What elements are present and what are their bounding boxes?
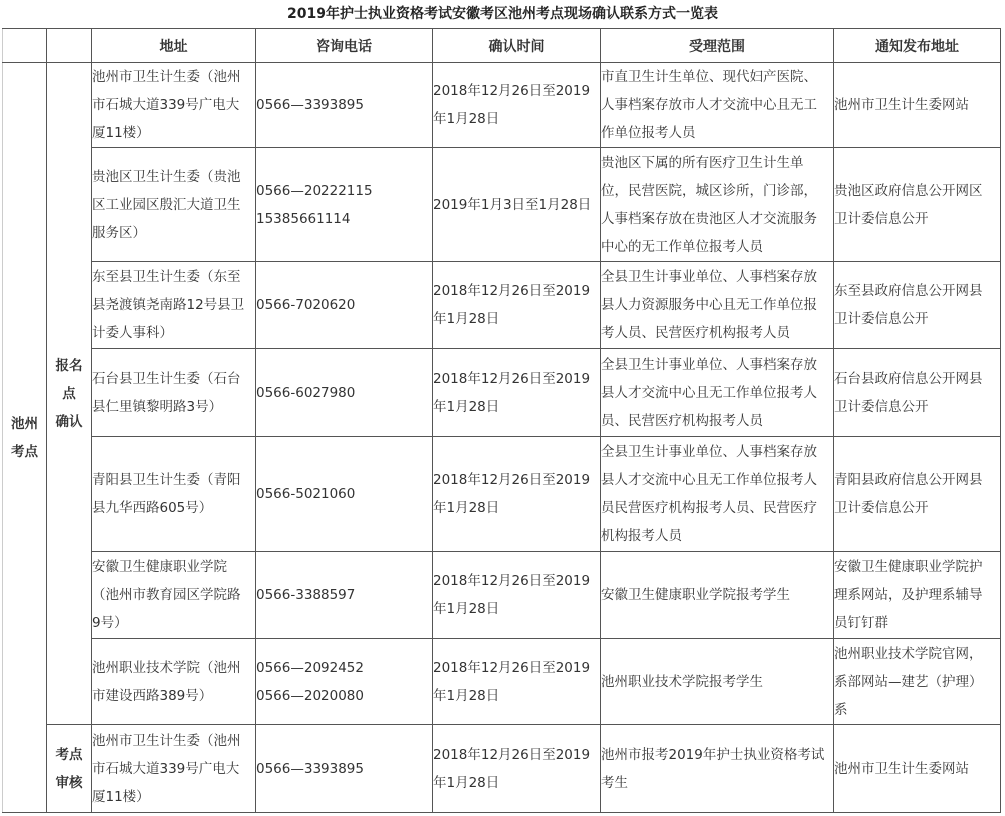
cell-addr: 石台县卫生计生委（石台 县仁里镇黎明路3号） — [92, 349, 256, 437]
cell-scope: 市直卫生计生单位、现代妇产医院、 人事档案存放市人才交流中心且无工 作单位报考人员 — [601, 63, 834, 148]
empty-header — [47, 29, 92, 63]
cell-scope: 全县卫生计事业单位、人事档案存放 县人才交流中心且无工作单位报考人 员、民营医疗机构报考人员 — [601, 349, 834, 437]
cell-phone: 0566-6027980 — [256, 349, 433, 437]
cell-phone: 0566—20222115 15385661114 — [256, 148, 433, 262]
table-row — [3, 262, 1001, 349]
cell-addr: 池州市卫生计生委（池州 市石城大道339号广电大 厦11楼） — [92, 63, 256, 148]
cell-notice: 池州市卫生计生委网站 — [834, 63, 1001, 148]
cell-notice: 东至县政府信息公开网县 卫计委信息公开 — [834, 262, 1001, 349]
cell-addr: 安徽卫生健康职业学院 （池州市教育园区学院路 9号） — [92, 552, 256, 639]
header-time: 确认时间 — [433, 29, 601, 63]
cell-time: 2018年12月26日至2019 年1月28日 — [433, 552, 601, 639]
registration-label: 报名 点 确认 — [47, 63, 92, 725]
cell-time: 2019年1月3日至1月28日 — [433, 148, 601, 262]
page-title: 2019年护士执业资格考试安徽考区池州考点现场确认联系方式一览表 — [287, 6, 718, 22]
group-label: 池州 考点 — [3, 63, 47, 813]
cell-phone: 0566—3393895 — [256, 63, 433, 148]
table-row — [3, 725, 1001, 813]
cell-addr: 贵池区卫生计生委（贵池 区工业园区殷汇大道卫生 服务区） — [92, 148, 256, 262]
table-row — [3, 148, 1001, 262]
cell-addr: 青阳县卫生计生委（青阳 县九华西路605号） — [92, 437, 256, 552]
review-label: 考点 审核 — [47, 725, 92, 813]
cell-phone: 0566—3393895 — [256, 725, 433, 813]
table-row — [3, 639, 1001, 725]
header-row — [3, 29, 1001, 63]
cell-time: 2018年12月26日至2019 年1月28日 — [433, 63, 601, 148]
cell-addr: 东至县卫生计生委（东至 县尧渡镇尧南路12号县卫 计委人事科） — [92, 262, 256, 349]
table-row — [3, 552, 1001, 639]
cell-time: 2018年12月26日至2019 年1月28日 — [433, 725, 601, 813]
table-row — [3, 349, 1001, 437]
cell-addr: 池州职业技术学院（池州 市建设西路389号） — [92, 639, 256, 725]
header-scope: 受理范围 — [601, 29, 834, 63]
cell-phone: 0566-3388597 — [256, 552, 433, 639]
cell-scope: 池州职业技术学院报考学生 — [601, 639, 834, 725]
cell-addr: 池州市卫生计生委（池州 市石城大道339号广电大 厦11楼） — [92, 725, 256, 813]
cell-notice: 池州市卫生计生委网站 — [834, 725, 1001, 813]
cell-scope: 全县卫生计事业单位、人事档案存放 县人才交流中心且无工作单位报考人 员民营医疗机构报考人员、民营医疗 机构报考人员 — [601, 437, 834, 552]
cell-time: 2018年12月26日至2019 年1月28日 — [433, 262, 601, 349]
cell-notice: 安徽卫生健康职业学院护 理系网站，及护理系辅导 员钉钉群 — [834, 552, 1001, 639]
empty-header — [3, 29, 47, 63]
cell-phone: 0566-7020620 — [256, 262, 433, 349]
header-phone: 咨询电话 — [256, 29, 433, 63]
cell-phone: 0566—2092452 0566—2020080 — [256, 639, 433, 725]
cell-time: 2018年12月26日至2019 年1月28日 — [433, 349, 601, 437]
cell-scope: 贵池区下属的所有医疗卫生计生单 位，民营医院，城区诊所，门诊部， 人事档案存放在贵池区人才交流服务 中心的无工作单位报考人员 — [601, 148, 834, 262]
cell-notice: 青阳县政府信息公开网县 卫计委信息公开 — [834, 437, 1001, 552]
cell-scope: 池州市报考2019年护士执业资格考试 考生 — [601, 725, 834, 813]
header-address: 地址 — [92, 29, 256, 63]
cell-notice: 贵池区政府信息公开网区 卫计委信息公开 — [834, 148, 1001, 262]
cell-notice: 石台县政府信息公开网县 卫计委信息公开 — [834, 349, 1001, 437]
cell-time: 2018年12月26日至2019 年1月28日 — [433, 639, 601, 725]
cell-phone: 0566-5021060 — [256, 437, 433, 552]
cell-scope: 全县卫生计事业单位、人事档案存放 县人力资源服务中心且无工作单位报 考人员、民营医疗机构报考人员 — [601, 262, 834, 349]
cell-time: 2018年12月26日至2019 年1月28日 — [433, 437, 601, 552]
cell-notice: 池州职业技术学院官网， 系部网站—建艺（护理） 系 — [834, 639, 1001, 725]
cell-scope: 安徽卫生健康职业学院报考学生 — [601, 552, 834, 639]
table-row — [3, 63, 1001, 148]
header-notice: 通知发布地址 — [834, 29, 1001, 63]
contact-table — [2, 28, 1001, 813]
table-row — [3, 437, 1001, 552]
